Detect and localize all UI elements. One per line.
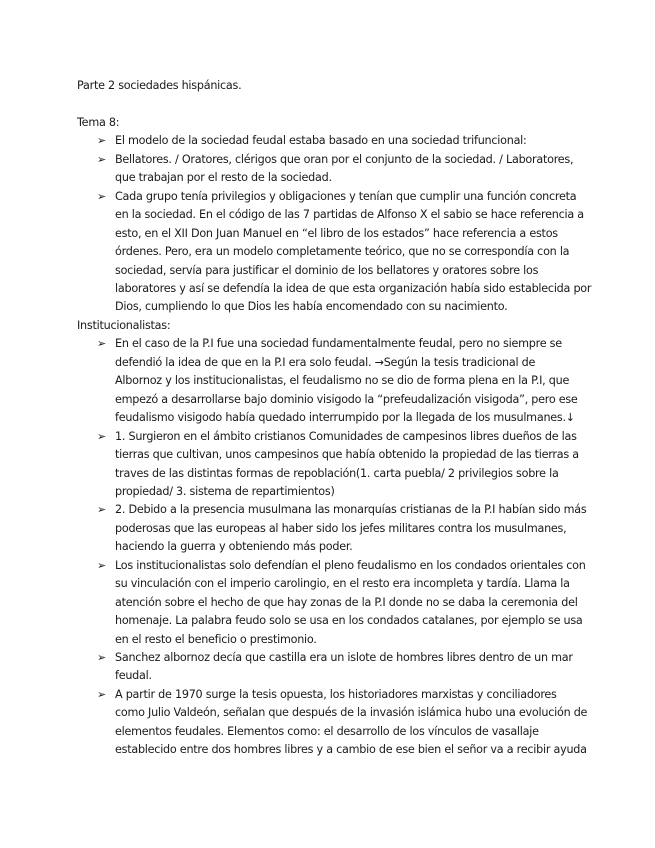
- section-heading: Institucionalistas:: [77, 318, 171, 332]
- bullet-text-line: homenaje. La palabra feudo solo se usa en los condados catalanes, por ejemplo se usa: [115, 614, 583, 628]
- section-heading: Tema 8:: [77, 115, 120, 129]
- arrow-bullet-icon: ➢: [97, 134, 106, 148]
- bullet-text-line: Cada grupo tenía privilegios y obligaciones y tenían que cumplir una función concreta: [115, 189, 577, 203]
- document-page: [77, 77, 592, 760]
- arrow-bullet-icon: ➢: [97, 337, 106, 351]
- bullet-text-line: Albornoz y los institucionalistas, el feudalismo no se dio de forma plena en la P.I, que: [115, 374, 570, 388]
- bullet-item: [77, 132, 587, 150]
- bullet-text-line: poderosas que las europeas al haber sido los jefes militares contra los musulmanes,: [115, 521, 567, 535]
- bullet-text-line: haciendo la guerra y obteniendo más poder.: [115, 540, 353, 554]
- bullet-text-line: En el caso de la P.I fue una sociedad fundamentalmente feudal, pero no siempre se: [115, 337, 562, 351]
- arrow-bullet-icon: ➢: [97, 651, 106, 665]
- bullet-text-line: elementos feudales. Elementos como: el desarrollo de los vínculos de vasallaje: [115, 724, 539, 738]
- bullet-text-line: Bellatores. / Oratores, clérigos que oran por el conjunto de la sociedad. / Laboratores,: [115, 152, 574, 166]
- bullet-text-line: órdenes. Pero, era un modelo completamente teórico, que no se correspondía con la: [115, 245, 570, 259]
- bullet-text-line: en la sociedad. En el código de las 7 partidas de Alfonso X el sabio se hace referencia a: [115, 208, 584, 222]
- arrow-bullet-icon: ➢: [97, 152, 106, 166]
- bullet-item: [77, 649, 587, 686]
- bullet-item: [77, 335, 587, 427]
- bullet-text-line: defendió la idea de que en la P.I era solo feudal. →Según la tesis tradicional de: [115, 355, 536, 369]
- bullet-text-line: Los institucionalistas solo defendían el pleno feudalismo en los condados orientales con: [115, 558, 586, 572]
- bullet-text-line: feudal.: [115, 669, 152, 683]
- bullet-text-line: Sanchez albornoz decía que castilla era un islote de hombres libres dentro de un mar: [115, 651, 573, 665]
- bullet-item: [77, 428, 587, 502]
- bullet-text-line: que trabajan por el resto de la sociedad.: [115, 171, 332, 185]
- arrow-bullet-icon: ➢: [97, 503, 106, 517]
- bullet-text-line: A partir de 1970 surge la tesis opuesta, los historiadores marxistas y conciliadores: [115, 687, 557, 701]
- bullet-text-line: empezó a desarrollarse bajo dominio visigodo la “prefeudalización visigoda”, pero ese: [115, 392, 578, 406]
- arrow-bullet-icon: ➢: [97, 429, 106, 443]
- bullet-item: [77, 151, 587, 188]
- bullet-item: [77, 188, 592, 317]
- bullet-text-line: su vinculación con el imperio carolingio, en el resto era incompleta y tardía. Llama la: [115, 577, 570, 591]
- bullet-text-line: 1. Surgieron en el ámbito cristianos Comunidades de campesinos libres dueños de las: [115, 429, 577, 443]
- bullet-text-line: laboratores y así se defendía la idea de que esta organización había sido establecida por: [115, 281, 592, 295]
- bullet-text-line: como Julio Valdeón, señalan que después de la invasión islámica hubo una evolución de: [115, 706, 588, 720]
- blank-line: [77, 95, 587, 113]
- bullet-text-line: 2. Debido a la presencia musulmana las monarquías cristianas de la P.I habían sido más: [115, 503, 587, 517]
- document-title: Parte 2 sociedades hispánicas.: [77, 79, 242, 92]
- bullet-text-line: esto, en el XII Don Juan Manuel en “el libro de los estados” hace referencia a estos: [115, 226, 558, 240]
- bullet-item: [77, 686, 587, 760]
- bullet-text-line: en el resto el beneficio o prestimonio.: [115, 632, 317, 646]
- arrow-bullet-icon: ➢: [97, 558, 106, 572]
- bullet-text-line: atención sobre el hecho de que hay zonas de la P.I donde no se daba la ceremonia del: [115, 595, 578, 609]
- arrow-bullet-icon: ➢: [97, 189, 106, 203]
- bullet-text-line: propiedad/ 3. sistema de repartimientos): [115, 484, 335, 498]
- document-body: [77, 114, 592, 760]
- bullet-text-line: El modelo de la sociedad feudal estaba basado en una sociedad trifuncional:: [115, 134, 527, 148]
- bullet-text-line: establecido entre dos hombres libres y a cambio de ese bien el señor va a recibir ayuda: [115, 743, 587, 757]
- bullet-text-line: traves de las distintas formas de repoblación(1. carta puebla/ 2 privilegios sobre la: [115, 466, 559, 480]
- bullet-text-line: feudalismo visigodo había quedado interrumpido por la llegada de los musulmanes.↓: [115, 411, 575, 425]
- bullet-text-line: Dios, cumpliendo lo que Dios les había encomendado con su nacimiento.: [115, 300, 508, 314]
- bullet-item: [77, 501, 587, 556]
- bullet-item: [77, 557, 587, 649]
- arrow-bullet-icon: ➢: [97, 687, 106, 701]
- bullet-text-line: tierras que cultivan, unos campesinos que había obtenido la propiedad de las tierras a: [115, 448, 579, 462]
- bullet-text-line: sociedad, servía para justificar el dominio de los bellatores y oratores sobre los: [115, 263, 539, 277]
